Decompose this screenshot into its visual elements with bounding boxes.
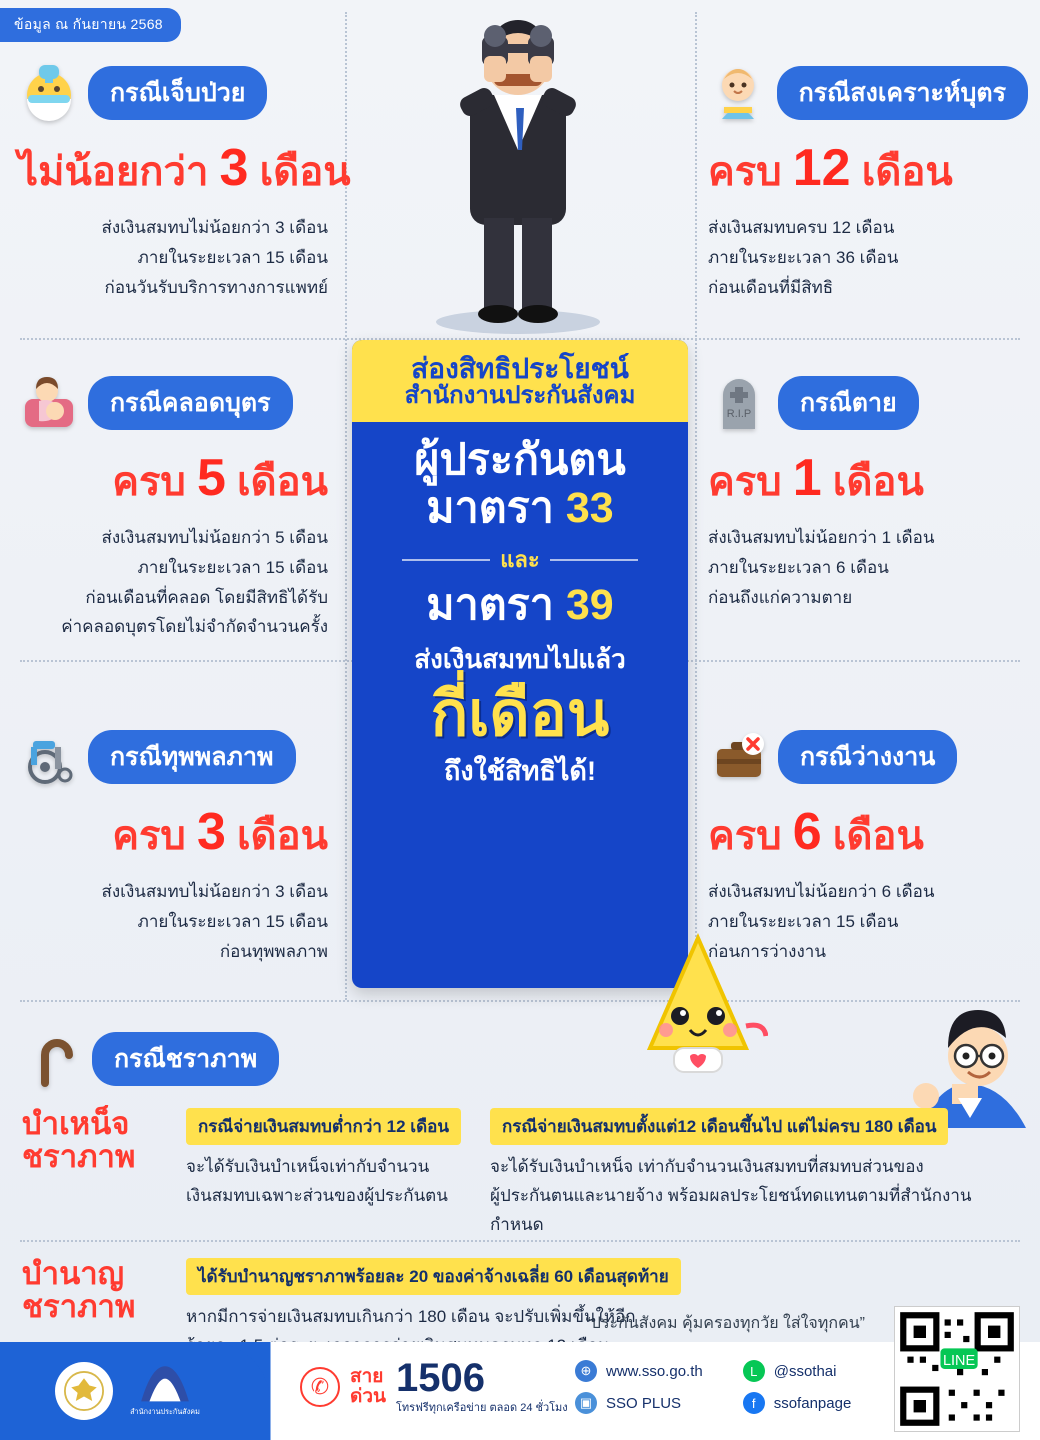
text-line: จะได้รับเงินบำเหน็จเท่ากับจำนวน <box>186 1157 430 1176</box>
hotline-block <box>300 1358 568 1416</box>
divider-row3 <box>20 1000 1020 1002</box>
sso-logo <box>127 1360 203 1423</box>
case-desc-line: ก่อนเดือนที่คลอด โดยมีสิทธิได้รับ <box>85 587 328 607</box>
case-label-disability: กรณีทุพพลภาพ <box>88 730 296 784</box>
center-and-divider <box>362 542 678 577</box>
qr-code[interactable] <box>894 1306 1020 1432</box>
center-panel-header <box>352 340 688 422</box>
case-desc-line: ก่อนทุพพลภาพ <box>219 941 328 961</box>
case-desc-line: ภายในระยะเวลา 6 เดือน <box>708 557 889 577</box>
baby-icon <box>708 62 769 124</box>
case-desc-disability <box>18 877 328 966</box>
man-with-binoculars-illustration <box>398 0 638 340</box>
qr-line-label: LINE <box>942 1352 976 1369</box>
case-desc-line: ก่อนเดือนที่มีสิทธิ <box>708 277 834 297</box>
case-desc-line: ส่งเงินสมทบไม่น้อยกว่า 6 เดือน <box>708 882 935 901</box>
lump-sum-col1 <box>186 1108 474 1211</box>
center-title-line1: ผู้ประกันตน <box>414 435 626 484</box>
footer-quote: “ประกันสังคม คุ้มครองทุกวัย ใส่ใจทุกคน” <box>585 1315 865 1332</box>
text-line: เงินสมทบเฉพาะส่วนของผู้ประกันตน <box>186 1185 448 1205</box>
case-header-unemployment <box>708 726 1028 788</box>
case-desc-line: ค่าคลอดบุตรโดยไม่จำกัดจำนวนครั้ง <box>61 617 328 637</box>
case-desc-line: ภายในระยะเวลา 15 เดือน <box>708 911 899 931</box>
case-desc-line: ก่อนถึงแก่ความตาย <box>708 587 853 607</box>
center-top-line2: สำนักงานประกันสังคม <box>404 382 636 410</box>
contact-facebook-text: ssofanpage <box>773 1394 852 1412</box>
old-age-header <box>22 1028 1018 1090</box>
center-huge-text: กี่เดือน <box>430 680 610 750</box>
old-age-section <box>22 1028 1018 1240</box>
app-icon: ▣ <box>575 1392 597 1414</box>
center-top-line1: ส่องสิทธิประโยชน์ <box>411 353 629 384</box>
footer-bar <box>0 1342 1040 1440</box>
contact-facebook[interactable] <box>743 1392 852 1414</box>
center-sub2: ถึงใช้สิทธิได้! <box>444 756 596 787</box>
lump-sum-col2-text <box>490 1153 1018 1240</box>
contact-website[interactable] <box>575 1360 703 1382</box>
hotline-fine-print: โทรฟรีทุกเครือข่าย ตลอด 24 ชั่วโมง <box>396 1402 568 1414</box>
case-headline-sick: ไม่น้อยกว่า 3 เดือน <box>18 139 351 197</box>
case-desc-death <box>708 523 1028 612</box>
case-header-disability <box>18 726 328 788</box>
lump-sum-col2 <box>490 1108 1018 1240</box>
contact-app[interactable] <box>575 1392 703 1414</box>
line-icon: L <box>743 1360 765 1382</box>
case-label-death: กรณีตาย <box>778 376 919 430</box>
svg-text:สำนักงานประกันสังคม: สำนักงานประกันสังคม <box>130 1406 200 1416</box>
case-desc-line: ส่งเงินสมทบไม่น้อยกว่า 1 เดือน <box>708 528 935 547</box>
lump-sum-title: บำเหน็จ ชราภาพ <box>22 1106 136 1174</box>
center-panel-body <box>352 422 688 793</box>
lump-sum-col1-text <box>186 1153 474 1211</box>
footer-contacts <box>575 1360 851 1424</box>
date-badge: ข้อมูล ณ กันยายน 2568 <box>0 8 181 42</box>
case-card-maternity <box>18 372 328 642</box>
center-sub1: ส่งเงินสมทบไปแล้ว <box>414 644 626 675</box>
text-line: จะได้รับเงินบำเหน็จ เท่ากับจำนวนเงินสมทบที่สมทบส่วนของ <box>490 1157 924 1176</box>
case-header-maternity <box>18 372 328 434</box>
case-card-sick <box>18 62 351 302</box>
center-title-line3: มาตรา 39 <box>426 581 614 630</box>
case-card-disability <box>18 726 328 966</box>
center-and-label: และ <box>500 547 540 573</box>
case-label-child-allowance: กรณีสงเคราะห์บุตร <box>777 66 1028 120</box>
garuda-emblem-icon <box>55 1362 113 1420</box>
case-desc-line: ส่งเงินสมทบครบ 12 เดือน <box>708 218 895 237</box>
facebook-icon: f <box>743 1392 765 1414</box>
text-line: หากมีการจ่ายเงินสมทบเกินกว่า 180 เดือน จะปรับเพิ่มขึ้นให้อีก <box>186 1307 636 1326</box>
case-header-death <box>708 372 1028 434</box>
case-desc-maternity <box>18 523 328 642</box>
divider-row4 <box>20 1240 1020 1242</box>
case-label-maternity: กรณีคลอดบุตร <box>88 376 293 430</box>
center-title-panel <box>352 340 688 988</box>
pension-tag: ได้รับบำนาญชราภาพร้อยละ 20 ของค่าจ้างเฉลี่ย 60 เดือนสุดท้าย <box>186 1258 681 1295</box>
lump-sum-row <box>22 1108 1018 1240</box>
case-desc-line: ภายในระยะเวลา 15 เดือน <box>137 247 328 267</box>
contact-line-text: @ssothai <box>773 1362 837 1380</box>
contact-line[interactable] <box>743 1360 852 1382</box>
pregnant-woman-icon <box>18 372 80 434</box>
divider-right-col <box>695 12 697 1000</box>
wheelchair-icon <box>18 726 80 788</box>
hotline-number-block <box>396 1358 568 1416</box>
case-headline-unemployment: ครบ 6 เดือน <box>708 803 924 861</box>
case-desc-child-allowance <box>708 213 1028 302</box>
case-desc-line: ส่งเงินสมทบไม่น้อยกว่า 5 เดือน <box>101 528 328 547</box>
svg-text:R.I.P: R.I.P <box>726 408 752 420</box>
center-title-line2: มาตรา 33 <box>426 483 614 532</box>
lump-sum-col1-tag: กรณีจ่ายเงินสมทบต่ำกว่า 12 เดือน <box>186 1108 461 1145</box>
case-label-unemployment: กรณีว่างงาน <box>778 730 957 784</box>
case-desc-line: ภายในระยะเวลา 36 เดือน <box>708 247 899 267</box>
case-headline-disability: ครบ 3 เดือน <box>112 803 328 861</box>
text-line: ผู้ประกันตนและนายจ้าง พร้อมผลประโยชน์ทดแทนตามที่สำนักงานกำหนด <box>490 1185 972 1234</box>
briefcase-x-icon <box>708 726 770 788</box>
case-desc-line: ส่งเงินสมทบไม่น้อยกว่า 3 เดือน <box>101 218 328 237</box>
tombstone-icon <box>708 372 770 434</box>
case-desc-line: ก่อนวันรับบริการทางการแพทย์ <box>104 277 328 297</box>
old-age-label: กรณีชราภาพ <box>92 1032 279 1086</box>
phone-icon: ✆ <box>300 1367 340 1407</box>
divider-bar-right <box>550 559 638 561</box>
case-header-sick <box>18 62 328 124</box>
case-desc-line: ส่งเงินสมทบไม่น้อยกว่า 3 เดือน <box>101 882 328 901</box>
cane-icon <box>22 1028 84 1090</box>
pension-title: บำนาญ ชราภาพ <box>22 1256 136 1324</box>
footer-logos <box>0 1342 270 1440</box>
case-headline-maternity: ครบ 5 เดือน <box>112 449 328 507</box>
case-desc-line: ภายในระยะเวลา 15 เดือน <box>137 557 328 577</box>
case-desc-line: ภายในระยะเวลา 15 เดือน <box>137 911 328 931</box>
contact-app-text: SSO PLUS <box>606 1394 682 1412</box>
case-desc-sick <box>18 213 328 302</box>
case-headline-child-allowance: ครบ 12 เดือน <box>708 139 953 197</box>
case-headline-death: ครบ 1 เดือน <box>708 449 924 507</box>
lump-sum-col2-tag: กรณีจ่ายเงินสมทบตั้งแต่12 เดือนขึ้นไป แต่ไม่ครบ 180 เดือน <box>490 1108 948 1145</box>
case-card-child-allowance <box>708 62 1028 302</box>
case-label-sick: กรณีเจ็บป่วย <box>88 66 267 120</box>
case-desc-line: ก่อนการว่างงาน <box>708 941 826 961</box>
case-header-child-allowance <box>708 62 1028 124</box>
contact-website-text: www.sso.go.th <box>606 1362 703 1380</box>
globe-icon: ⊕ <box>575 1360 597 1382</box>
sick-face-icon <box>18 62 80 124</box>
hotline-number: 1506 <box>396 1356 485 1400</box>
hotline-label: สาย ด่วน <box>350 1366 386 1407</box>
case-card-death <box>708 372 1028 612</box>
divider-bar-left <box>402 559 490 561</box>
